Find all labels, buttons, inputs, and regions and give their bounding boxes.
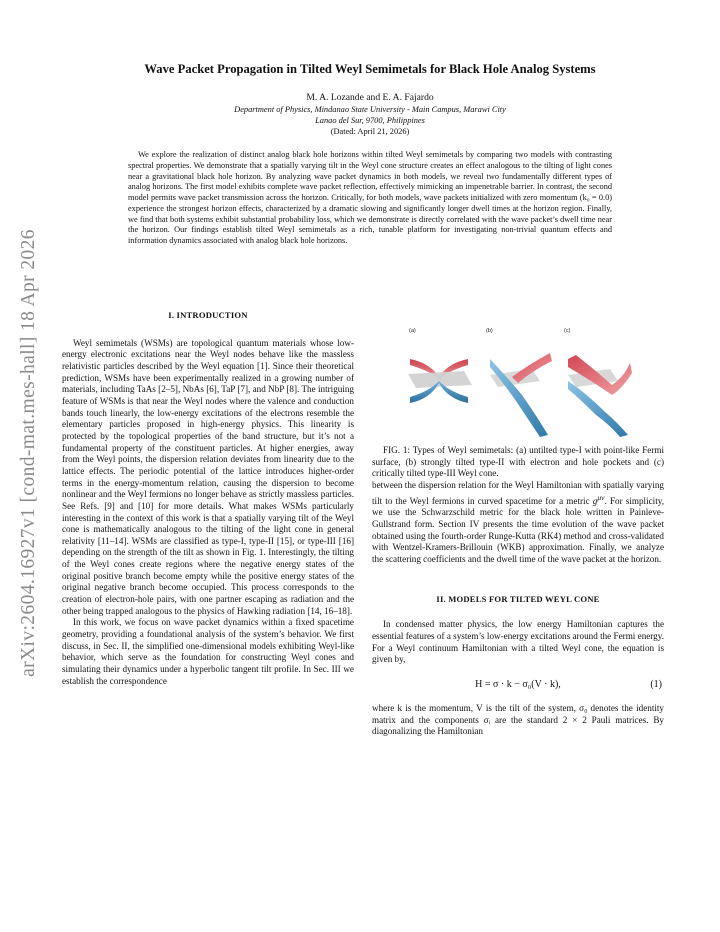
metric-symbol: g [592,495,598,506]
panel-label-c: (c) [564,328,571,334]
models-paragraph-2: where k is the momentum, V is the tilt of the system, σ₀ denotes the identity matrix and the components σᵢ are the standard 2 × 2 Pauli matrices. By diagonalizing the Hamiltonian [372,702,664,737]
equation-1-body: H = σ · k − σ₀(V · k), [475,678,561,690]
panel-a-type-i-cone [408,359,472,403]
affiliation-line-1: Department of Physics, Mindanao State University - Main Campus, Marawi City [234,105,506,114]
arxiv-identifier-text: arXiv:2604.16927v1 [cond-mat.mes-hall] 18 Apr 2026 [18,229,39,677]
equation-1 [372,676,664,694]
panel-label-b: (b) [486,328,493,334]
figure-1 [372,319,664,445]
roadmap-text-part-1: between the dispersion relation for the Weyl Hamiltonian with spatially varying tilt to the Weyl fermions in curved spacetime for a metric [372,479,664,506]
equation-1-number: (1) [650,678,662,690]
intro-paragraph-1: Weyl semimetals (WSMs) are topological quantum materials whose low-energy electronic excitations near the Weyl nodes behave like the massless relativistic particles described by the Weyl equation [1]. Since their theoretical prediction, WSMs have been experimentally realized in a growing number of materials, including TaAs [2–5], NbAs [6], TaP [7], and NbP [8]. The intriguing feature of WSMs is that near the Weyl nodes where the valence and conduction bands touch linearly, the low-energy excitations of the electrons resemble the elementary particles proposed in high-energy physics. This linearity is protected by the topological properties of the band structure, but it’s not a fundamental property of the constituent particles. At higher energies, away from the Weyl points, the dispersion relation deviates from linearity due to the lattice effects. The periodic potential of the lattice introduces higher-order terms in the energy-momentum relation, causing the dispersion to become nonlinear and the Weyl fermions no longer behave as strictly massless particles. See Refs. [9] and [10] for more details. What makes WSMs particularly interesting in the context of this work is that a spatially varying tilt of the Weyl cone is mathematically analogous to the tilting of the light cone in general relativity [11–14]. WSMs are classified as type-I, type-II [15], or type-III [16] depending on the strength of the tilt as shown in Fig. 1. Interestingly, the tilting of the Weyl cones create regions where the negative energy states of the original positive branch become empty while the positive energy states of the original negative branch become occupied. This process corresponds to the creation of electron-hole pairs, with one partner escaping as radiation and the other being trapped analogous to the physics of Hawking radiation [14, 16–18]. [62,337,354,616]
affiliation-line-2: Lanao del Sur, 9700, Philippines [315,116,425,125]
left-column [62,310,354,687]
weyl-cone-illustration [372,319,664,445]
section-heading-introduction: I. INTRODUCTION [168,310,248,320]
panel-c-type-iii-cone [568,355,632,437]
panel-label-a: (a) [409,328,416,334]
roadmap-text-part-2: . For simplicity, we use the Schwarzschild metric for the black hole written in Painleve-Gullstrand form. Section IV presents the time evolution of the wave packet obtained using the fourth-order Runge-Kutta (RK4) method and cross-validated with Wentzel-Kramers-Brillouin (WKB) approximation. Finally, we analyze the scattering coefficients and the dwell time of the wave packet at the horizon. [372,495,664,564]
intro-paragraph-2: In this work, we focus on wave packet dynamics within a fixed spacetime geometry, providing a foundational analysis of the system’s behavior. We first discuss, in Sec. II, the simplified one-dimensional models exhibiting Weyl-like behavior, which serve as the foundation for constructing Weyl cones and simulating their dynamics under a hyperbolic tangent tilt profile. In Sec. III we establish the correspondence [62,617,354,686]
author-affiliation [70,104,670,126]
panel-b-type-ii-cone [490,353,552,437]
paper-date: (Dated: April 21, 2026) [330,127,410,136]
arxiv-identifier[interactable] [13,203,45,703]
metric-superscript: μν [597,492,605,502]
abstract: We explore the realization of distinct analog black hole horizons within tilted Weyl semimetals by comparing two models with contrasting spectral properties. We demonstrate that a spatially varying tilt in the Weyl cone structure creates an effect analogous to the tilting of light cones near a gravitational black hole horizon. By analyzing wave packet dynamics in both models, we reveal two fundamentally different types of analog horizons. The first model exhibits complete wave packet reflection, effectively mimicking an impenetrable barrier. In contrast, the second model permits wave packet transmission across the horizon. Critically, for both models, wave packets initialized with zero momentum (k₀ = 0.0) experience the strongest horizon effects, characterized by a dramatic slowing and significantly longer dwell times at the horizon region. Finally, we find that both systems exhibit substantial probability loss, which we demonstrate is directly correlated with the wave packet’s dwell time near the horizon. Our findings establish tilted Weyl semimetals as a rich, tunable platform for investigating non-trivial quantum effects and information dynamics associated with analog black hole horizons. [128,150,612,245]
author-list: M. A. Lozande and E. A. Fajardo [306,92,434,103]
paper-title: Wave Packet Propagation in Tilted Weyl Semimetals for Black Hole Analog Systems [144,62,596,76]
figure-1-caption: FIG. 1: Types of Weyl semimetals: (a) untilted type-I with point-like Fermi surface, (b) strongly tilted type-II with electron and hole pockets and (c) critically tilted type-III Weyl cone. [372,445,664,479]
right-column [372,319,664,738]
models-paragraph-1: In condensed matter physics, the low energy Hamiltonian captures the essential features of a system’s low-energy excitations around the Fermi energy. For a Weyl continuum Hamiltonian with a tilted Weyl cone, the equation is given by, [372,619,664,665]
section-heading-models: II. MODELS FOR TILTED WEYL CONE [436,593,600,604]
roadmap-paragraph [372,480,664,566]
